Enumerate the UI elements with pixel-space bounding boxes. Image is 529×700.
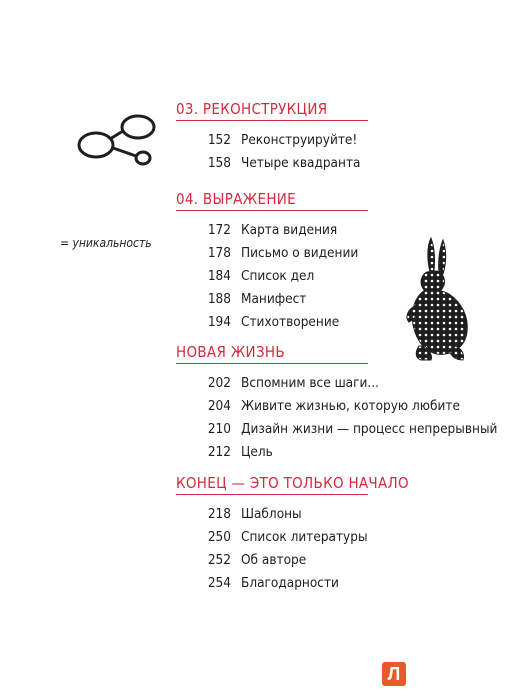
page-number: 158 — [207, 155, 231, 171]
page-number: 210 — [207, 421, 231, 437]
toc-entry[interactable] — [176, 395, 497, 418]
toc-entry[interactable] — [176, 441, 497, 464]
entry-title: Список дел — [241, 268, 315, 284]
section-underline — [176, 494, 368, 495]
section-underline — [176, 120, 368, 121]
entry-title: Дизайн жизни — процесс непрерывный — [241, 421, 498, 437]
section-title: НОВАЯ ЖИЗНЬ — [176, 343, 285, 361]
toc-entry[interactable] — [176, 219, 368, 242]
toc-entry[interactable] — [176, 152, 368, 175]
page-number: 152 — [207, 132, 231, 148]
page-number: 172 — [207, 222, 231, 238]
page-number: 218 — [207, 506, 231, 522]
entry-title: Список литературы — [241, 529, 368, 545]
entry-title: Реконструируйте! — [241, 132, 358, 148]
entry-title: Шаблоны — [241, 506, 302, 522]
page-number: 250 — [207, 529, 231, 545]
toc-entry[interactable] — [176, 265, 368, 288]
section-underline — [176, 363, 368, 364]
publisher-logo: Л — [382, 662, 406, 686]
page-number: 254 — [207, 575, 231, 591]
section-title: 03. РЕКОНСТРУКЦИЯ — [176, 100, 328, 118]
entry-title: Манифест — [241, 291, 307, 307]
page-number: 178 — [207, 245, 231, 261]
toc-entry[interactable] — [176, 311, 368, 334]
page-number: 184 — [207, 268, 231, 284]
connected-ovals-doodle — [76, 112, 160, 168]
entry-title: Четыре квадранта — [241, 155, 361, 171]
section-underline — [176, 210, 368, 211]
section-title: КОНЕЦ — ЭТО ТОЛЬКО НАЧАЛО — [176, 474, 409, 492]
entry-title: Об авторе — [241, 552, 307, 568]
entry-title: Письмо о видении — [241, 245, 359, 261]
toc-entry[interactable] — [176, 572, 409, 595]
toc-entry[interactable] — [176, 288, 368, 311]
toc-section-new-life — [176, 341, 497, 464]
toc-section-the-end — [176, 472, 409, 595]
toc-entry[interactable] — [176, 372, 497, 395]
page-number: 204 — [207, 398, 231, 414]
toc-entry[interactable] — [176, 526, 409, 549]
page-number: 194 — [207, 314, 231, 330]
toc-section-expression — [176, 188, 368, 334]
page-number: 252 — [207, 552, 231, 568]
entry-title: Благодарности — [241, 575, 339, 591]
toc-entry[interactable] — [176, 503, 409, 526]
entry-title: Стихотворение — [241, 314, 340, 330]
entry-title: Цель — [241, 444, 273, 460]
page-number: 202 — [207, 375, 231, 391]
page-number: 212 — [207, 444, 231, 460]
toc-entry[interactable] — [176, 129, 368, 152]
toc-entry[interactable] — [176, 242, 368, 265]
margin-note: = уникальность — [60, 236, 152, 250]
toc-entry[interactable] — [176, 549, 409, 572]
toc-section-reconstruction — [176, 98, 368, 175]
toc-entry[interactable] — [176, 418, 497, 441]
page-number: 188 — [207, 291, 231, 307]
section-title: 04. ВЫРАЖЕНИЕ — [176, 190, 297, 208]
entry-title: Карта видения — [241, 222, 338, 238]
entry-title: Живите жизнью, которую любите — [241, 398, 460, 414]
entry-title: Вспомним все шаги... — [241, 375, 379, 391]
